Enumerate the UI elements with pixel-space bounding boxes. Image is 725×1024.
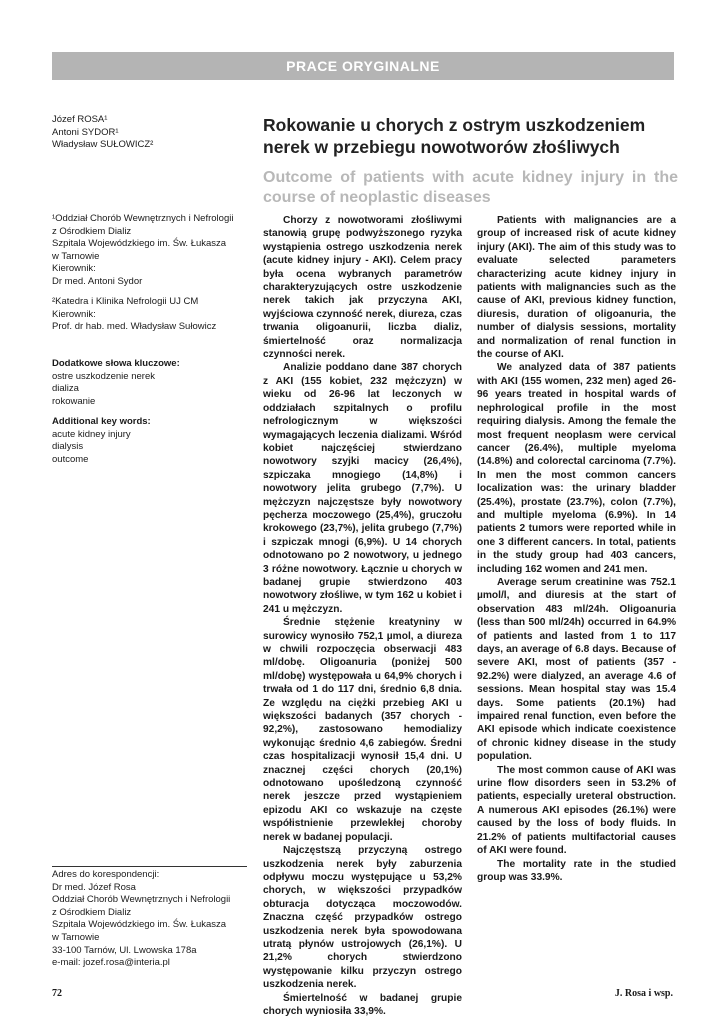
abstract-polish [263,214,462,1018]
correspondence-line: Adres do korespondencji: [52,869,160,880]
section-banner: PRACE ORYGINALNE [52,52,674,80]
correspondence-address [52,866,247,970]
correspondence-line: Oddział Chorób Wewnętrznych i Nefrologii [52,894,231,906]
correspondence-line: Szpitala Wojewódzkiego im. Św. Łukasza [52,919,227,931]
abstract-paragraph: Average serum creatinine was 752.1 µmol/l, and diuresis at the start of observation 483 ml/24h. Oligoanuria (less than 500 ml/24h) occurred in 64.9% of patients and lasted from 1 to 117 days, an average of 6.8 days. Because of severe AKI, most of patients (357 - 92.2%) were dialyzed, an average 4.6 of sessions. Mean hospital stay was 15.4 days. Some patients (20.1%) had impaired renal function, even before the AKI episode which indicate coexistence of chronic kidney disease in the study population. [477,576,676,763]
affiliation-line: z Ośrodkiem Dializ [52,225,132,237]
author: Józef ROSA¹ [52,114,108,125]
keywords-pl [52,358,247,408]
title-english: Outcome of patients with acute kidney injury in the course of neoplastic diseases [263,169,678,206]
abstract-english [477,214,676,884]
keywords-heading: Additional key words: [52,416,151,427]
keyword: dializa [52,383,79,394]
title-polish: Rokowanie u chorych z ostrym uszkodzeniem nerek w przebiegu nowotworów złośliwych [263,115,646,157]
correspondence-line: z Ośrodkiem Dializ [52,906,132,918]
affiliation-1 [52,213,247,288]
correspondence-email: e-mail: jozef.rosa@interia.pl [52,957,170,969]
abstract-paragraph: Chorzy z nowotworami złośliwymi stanowią grupę podwyższonego ryzyka wystąpienia ostrego uszkodzenia nerek (acute kidney injury - AKI). Celem pracy była ocena wybranych parametrów charakteryzujących ostre uszkodzenie nerek takich jak przyczyna AKI, wyjściowa czynność nerek, diureza, czas trwania oligoanurii, liczba dializ, śmiertelność oraz normalizacja czynności nerek. [263,215,462,361]
keyword: rokowanie [52,395,96,407]
abstract-paragraph: Najczęstszą przyczyną ostrego uszkodzenia nerek były zaburzenia odpływu moczu występujące u 53,2% chorych, w większości przypadków obturacja dotycząca moczowodów. Znaczna część przypadków ostrego uszkodzenia nerek była spowodowana utratą płynów ustrojowych (26,1%). U 21,2% chorych stwierdzono występowanie kilku przyczyn ostrego uszkodzenia nerek. [263,845,462,991]
abstract-paragraph: The mortality rate in the studied group was 33.9%. [477,858,676,883]
abstract-paragraph: Analizie poddano dane 387 chorych z AKI (155 kobiet, 232 mężczyzn) w wieku od 26-96 lat leczonych w oddziałach szpitalnych o profilu nefrologicznym w większości wymagających leczenia dializami. Wśród kobiet najczęściej stwierdzano nowotwory szyjki macicy (26,4%), szpiczaka mnogiego (14,8%) i nowotwory jelita grubego (7,7%). U mężczyzn najczęstsze były nowotwory pęcherza moczowego (25,4%), gruczołu krokowego (23,7%), jelita grubego (7,7%) i szpiczak mnogi (6,9%). U 14 chorych odnotowano po 2 nowotwory, u jednego 3 różne nowotwory. Łącznie u chorych w badanej grupie stwierdzono 403 nowotwory złośliwe, w tym 162 u kobiet i 241 u mężczyzn. [263,362,462,615]
abstract-paragraph: Śmiertelność w badanej grupie chorych wyniosiła 33,9%. [263,992,462,1017]
running-head: J. Rosa i wsp. [614,988,673,999]
author-list [52,114,247,152]
abstract-paragraph: Średnie stężenie kreatyniny w surowicy wynosiło 752,1 µmol, a diureza w chwili rozpoczęcia obserwacji 483 ml/dobę. Oligoanuria (poniżej 500 ml/dobę) występowała u 64,9% chorych i trwała od 1 do 117 dni, średnio 6,8 dnia. Ze względu na ciężki przebieg AKI u większości badanych (357 chorych - 92,2%), zastosowano hemodializy wykonując średnio 4,6 zabiegów. Średni czas hospitalizacji wynosił 15,4 dni. U znacznej części chorych (20,1%) odnotowano upośledzoną czynność nerek jeszcze przed wystąpieniem epizodu AKI co wskazuje na częste współistnienie przewlekłej choroby nerek w badanej populacji. [263,617,462,843]
author: Antoni SYDOR¹ [52,126,119,138]
correspondence-line: Dr med. Józef Rosa [52,881,136,893]
abstract-paragraph: Patients with malignancies are a group of increased risk of acute kidney injury (AKI). The aim of this study was to evaluate selected parameters characterizing acute kidney injury in patients with malignancies such as the cause of AKI, previous kidney function, diuresis, duration of oligoanuria, the number of dialysis sessions, mortality and normalization of renal function in the course of AKI. [477,215,676,361]
affiliation-line: Prof. dr hab. med. Władysław Sułowicz [52,321,217,332]
affiliation-line: Kierownik: [52,308,96,320]
affiliation-line: Szpitala Wojewódzkiego im. Św. Łukasza [52,238,227,249]
abstract-paragraph: We analyzed data of 387 patients with AKI (155 women, 232 men) aged 26-96 years treated in hospital wards of nephrological profile in the most requiring dialysis. Among the female the most frequent neoplasm were cervical cancer (26.4%), multiple myeloma (14.8%) and colorectal carcinoma (7.7%). In men the most common cancers localization was: the urinary bladder (25.4%), prostate (23.7%), colon (7.7%), and multiple myeloma (6.9%). In 14 patients 2 tumors were reported while in one 3 different cancers. In total, patients in the study group had 403 cancers, including 162 women and 241 men. [477,362,676,575]
affiliation-line: Dr med. Antoni Sydor [52,275,143,287]
keyword: acute kidney injury [52,428,131,440]
correspondence-line: 33-100 Tarnów, Ul. Lwowska 178a [52,944,197,956]
affiliation-line: Kierownik: [52,263,96,274]
affiliation-line: w Tarnowie [52,250,100,262]
keywords-heading: Dodatkowe słowa kluczowe: [52,358,180,369]
affiliation-2 [52,296,247,334]
keyword: outcome [52,453,89,465]
abstract-paragraph: The most common cause of AKI was urine flow disorders seen in 53.2% of patients, especially ureteral obstruction. A numerous AKI episodes (26.1%) were caused by the loss of body fluids. In 21.2% of patients multifactorial causes of AKI were found. [477,764,676,857]
affiliation-line: ²Katedra i Klinika Nefrologii UJ CM [52,296,199,307]
affiliation-line: ¹Oddział Chorób Wewnętrznych i Nefrologii [52,213,234,224]
keyword: dialysis [52,441,84,452]
author: Władysław SUŁOWICZ² [52,139,154,150]
keyword: ostre uszkodzenie nerek [52,370,155,382]
correspondence-line: w Tarnowie [52,931,100,943]
keywords-en [52,416,247,466]
page-number: 72 [52,988,62,999]
